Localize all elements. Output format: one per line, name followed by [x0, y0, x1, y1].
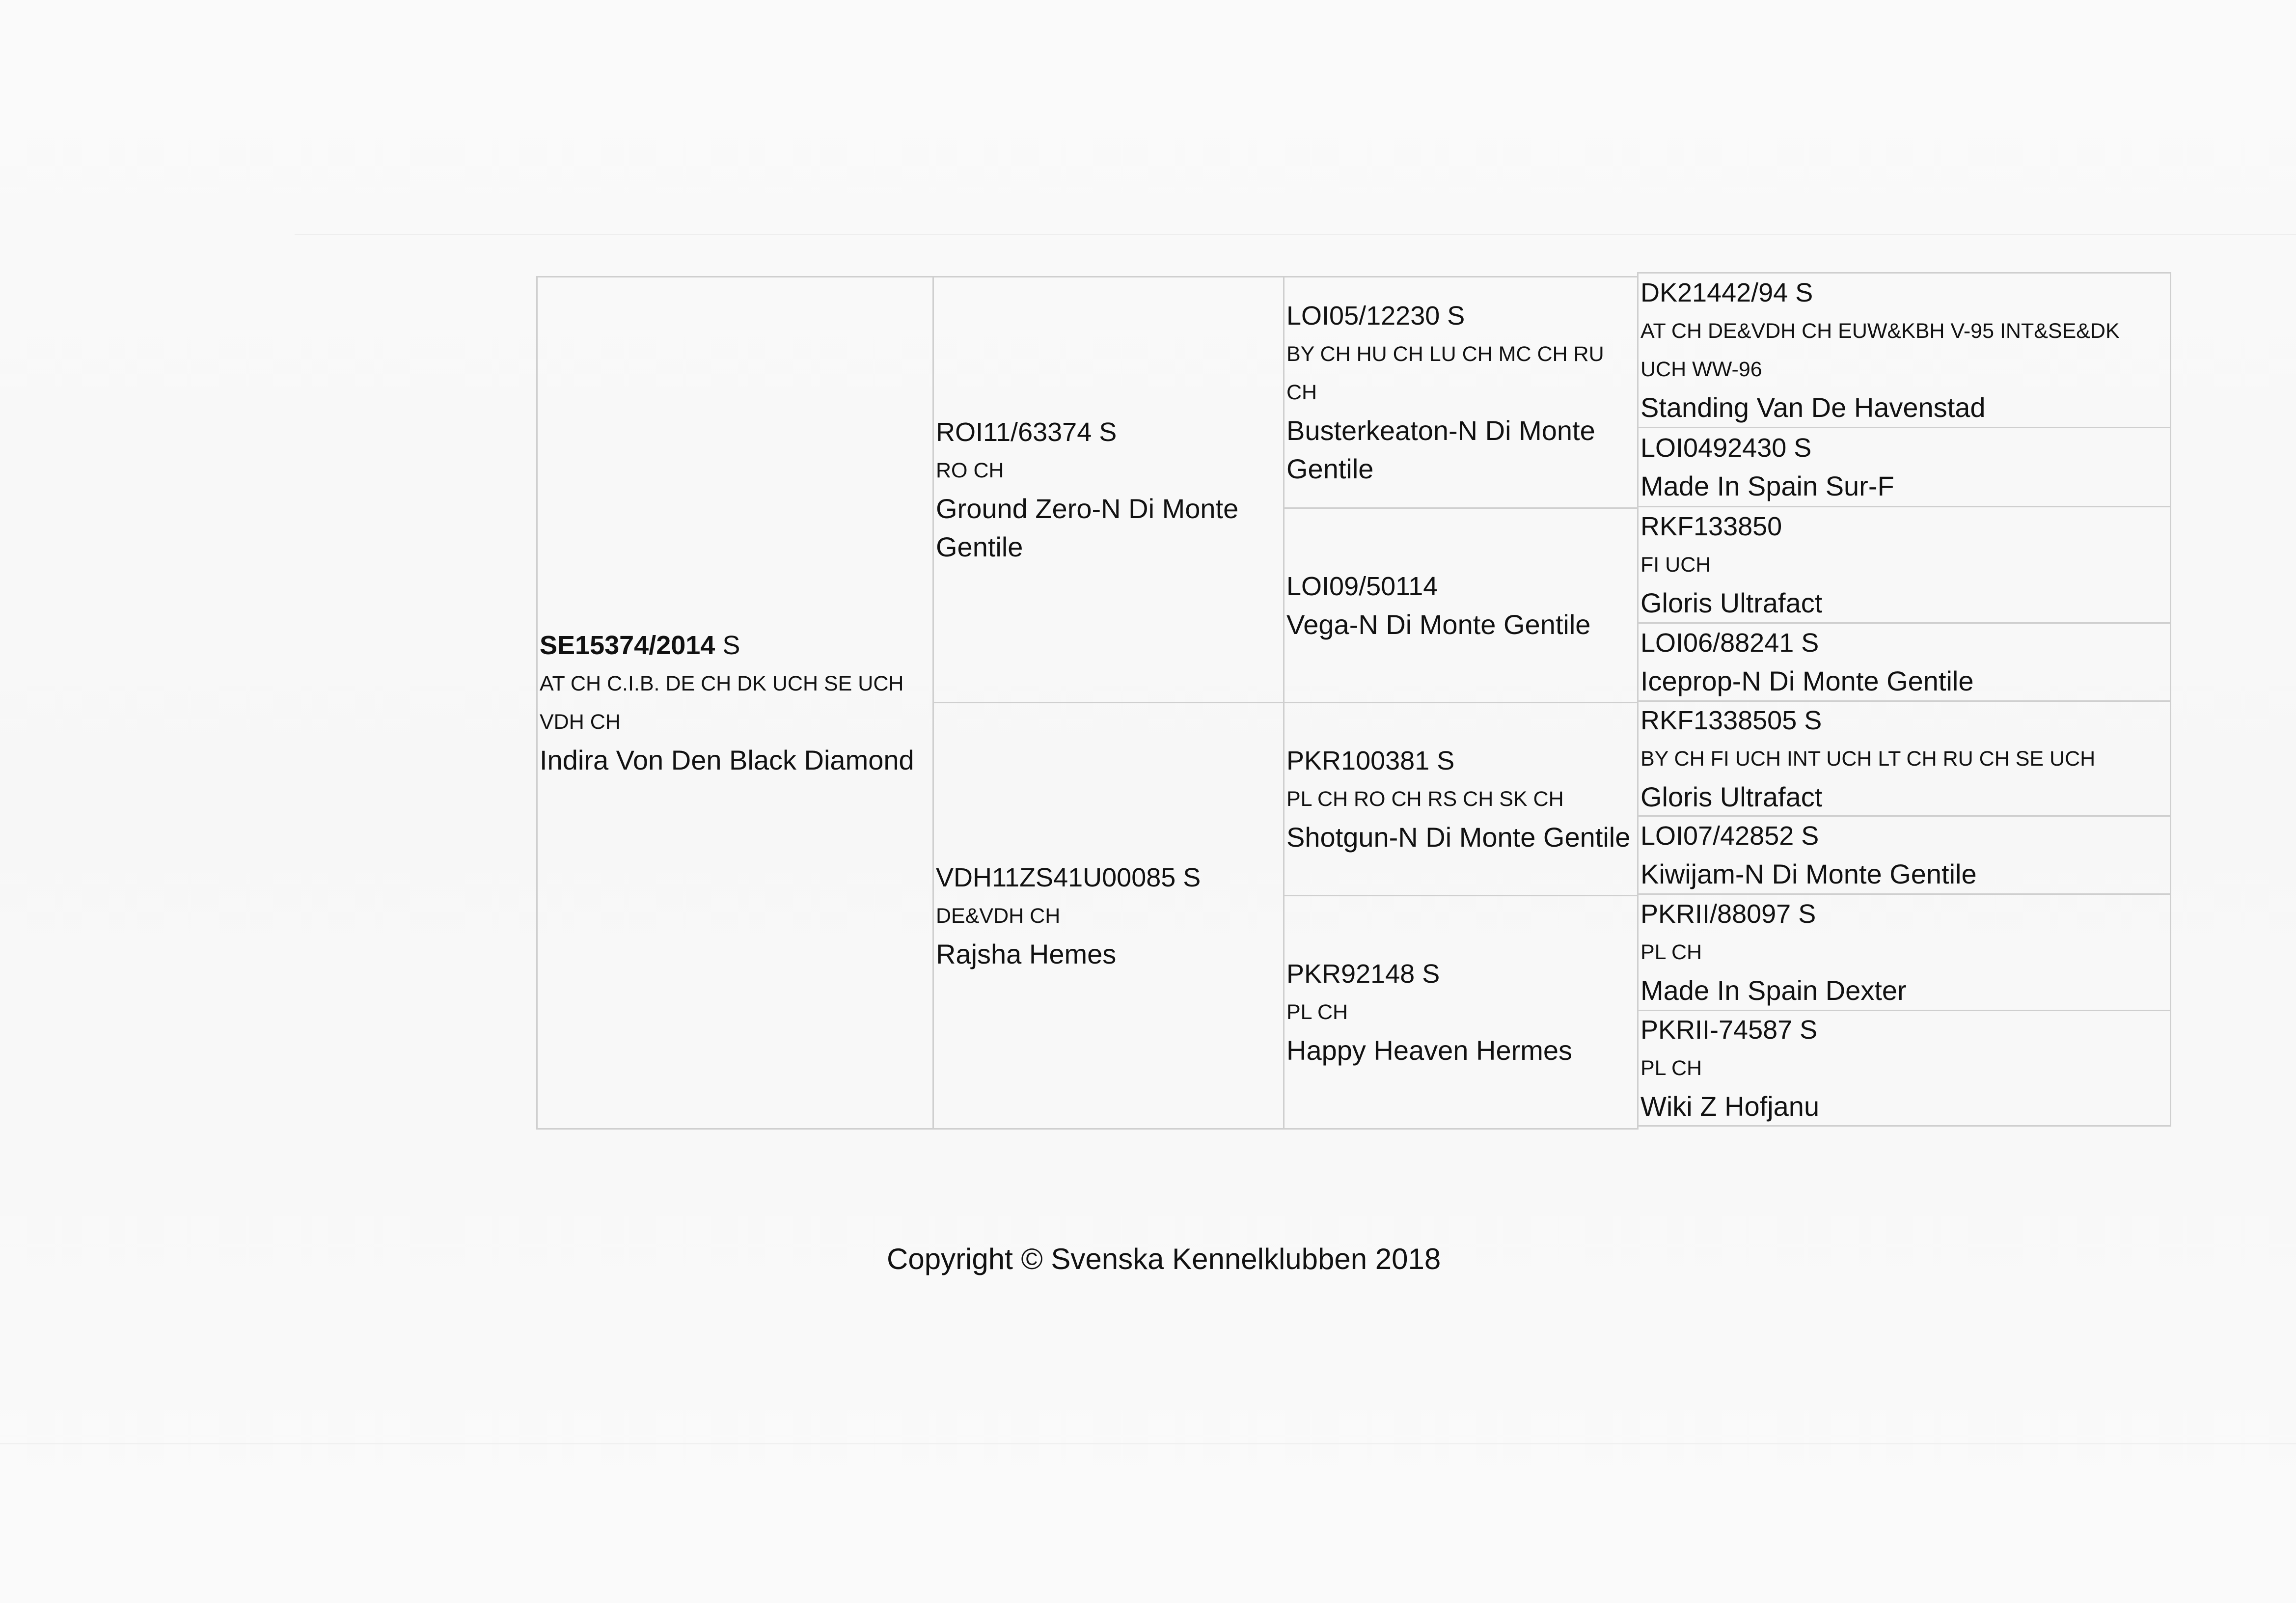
- sire-registration: ROI11/63374 S: [936, 417, 1117, 447]
- gen3-name-7: Made In Spain Dexter: [1640, 975, 1907, 1006]
- dam-sire-registration: PKR100381 S: [1286, 746, 1455, 775]
- sire-sire-titles: BY CH HU CH LU CH MC CH RU CH: [1286, 342, 1604, 404]
- gen3-name-8: Wiki Z Hofjanu: [1640, 1091, 1820, 1122]
- gen3-titles-7: PL CH: [1640, 940, 1702, 964]
- dam-titles: DE&VDH CH: [936, 904, 1061, 928]
- gen3-cell-6: [1637, 815, 2171, 895]
- gen3-cell-1: [1637, 272, 2171, 428]
- gen3-titles-8: PL CH: [1640, 1056, 1702, 1080]
- dam-dam-registration: PKR92148 S: [1286, 959, 1440, 989]
- dog-name: Indira Von Den Black Diamond: [540, 745, 914, 775]
- sire-sire-cell: [1283, 276, 1639, 509]
- gen3-registration-4: LOI06/88241 S: [1640, 628, 1819, 658]
- dog-cell: [536, 276, 934, 1130]
- gen3-cell-8: [1637, 1010, 2171, 1127]
- gen3-cell-2: [1637, 427, 2171, 507]
- pedigree-table: [536, 276, 2171, 1130]
- dam-name: Rajsha Hemes: [936, 938, 1117, 969]
- gen3-cell-7: [1637, 893, 2171, 1011]
- dam-sire-name: Shotgun-N Di Monte Gentile: [1286, 822, 1631, 853]
- gen3-name-2: Made In Spain Sur-F: [1640, 470, 1894, 501]
- gen3-cell-3: [1637, 506, 2171, 624]
- sire-dam-cell: [1283, 507, 1639, 703]
- gen3-registration-8: PKRII-74587 S: [1640, 1015, 1818, 1045]
- gen3-titles-3: FI UCH: [1640, 553, 1711, 577]
- dam-cell: [932, 702, 1285, 1130]
- gen3-registration-2: LOI0492430 S: [1640, 433, 1812, 463]
- dam-registration: VDH11ZS41U00085 S: [936, 862, 1201, 892]
- gen3-registration-1: DK21442/94 S: [1640, 278, 1813, 307]
- gen3-titles-1: AT CH DE&VDH CH EUW&KBH V-95 INT&SE&DK UCH WW-96: [1640, 319, 2120, 381]
- gen3-name-1: Standing Van De Havenstad: [1640, 392, 1986, 423]
- sire-titles: RO CH: [936, 459, 1004, 482]
- dam-sire-cell: [1283, 702, 1639, 896]
- dam-dam-cell: [1283, 895, 1639, 1130]
- sire-name: Ground Zero-N Di Monte Gentile: [936, 493, 1239, 562]
- sire-dam-name: Vega-N Di Monte Gentile: [1286, 608, 1591, 640]
- gen3-registration-5: RKF1338505 S: [1640, 705, 1822, 735]
- dam-dam-name: Happy Heaven Hermes: [1286, 1035, 1573, 1066]
- dam-sire-titles: PL CH RO CH RS CH SK CH: [1286, 787, 1564, 811]
- gen3-name-6: Kiwijam-N Di Monte Gentile: [1640, 858, 1977, 889]
- gen3-name-5: Gloris Ultrafact: [1640, 781, 1823, 812]
- gen3-registration-7: PKRII/88097 S: [1640, 899, 1816, 929]
- dog-titles: AT CH C.I.B. DE CH DK UCH SE UCH VDH CH: [540, 672, 904, 734]
- dog-registration: SE15374/2014 S: [540, 631, 740, 660]
- sire-sire-registration: LOI05/12230 S: [1286, 301, 1465, 331]
- gen3-cell-4: [1637, 622, 2171, 702]
- scan-edge-bottom: [0, 1443, 2296, 1444]
- gen3-titles-5: BY CH FI UCH INT UCH LT CH RU CH SE UCH: [1640, 746, 2096, 771]
- gen3-registration-6: LOI07/42852 S: [1640, 821, 1819, 851]
- gen3-name-4: Iceprop-N Di Monte Gentile: [1640, 665, 1974, 696]
- sire-dam-registration: LOI09/50114: [1286, 571, 1438, 601]
- gen3-name-3: Gloris Ultrafact: [1640, 587, 1823, 618]
- gen3-cell-5: [1637, 700, 2171, 817]
- dam-dam-titles: PL CH: [1286, 1000, 1348, 1024]
- gen3-registration-3: RKF133850: [1640, 512, 1782, 541]
- sire-cell: [932, 276, 1285, 703]
- copyright-notice: Copyright © Svenska Kennelklubben 2018: [887, 1243, 1441, 1275]
- scan-edge-top: [295, 234, 2296, 235]
- sire-sire-name: Busterkeaton-N Di Monte Gentile: [1286, 415, 1595, 484]
